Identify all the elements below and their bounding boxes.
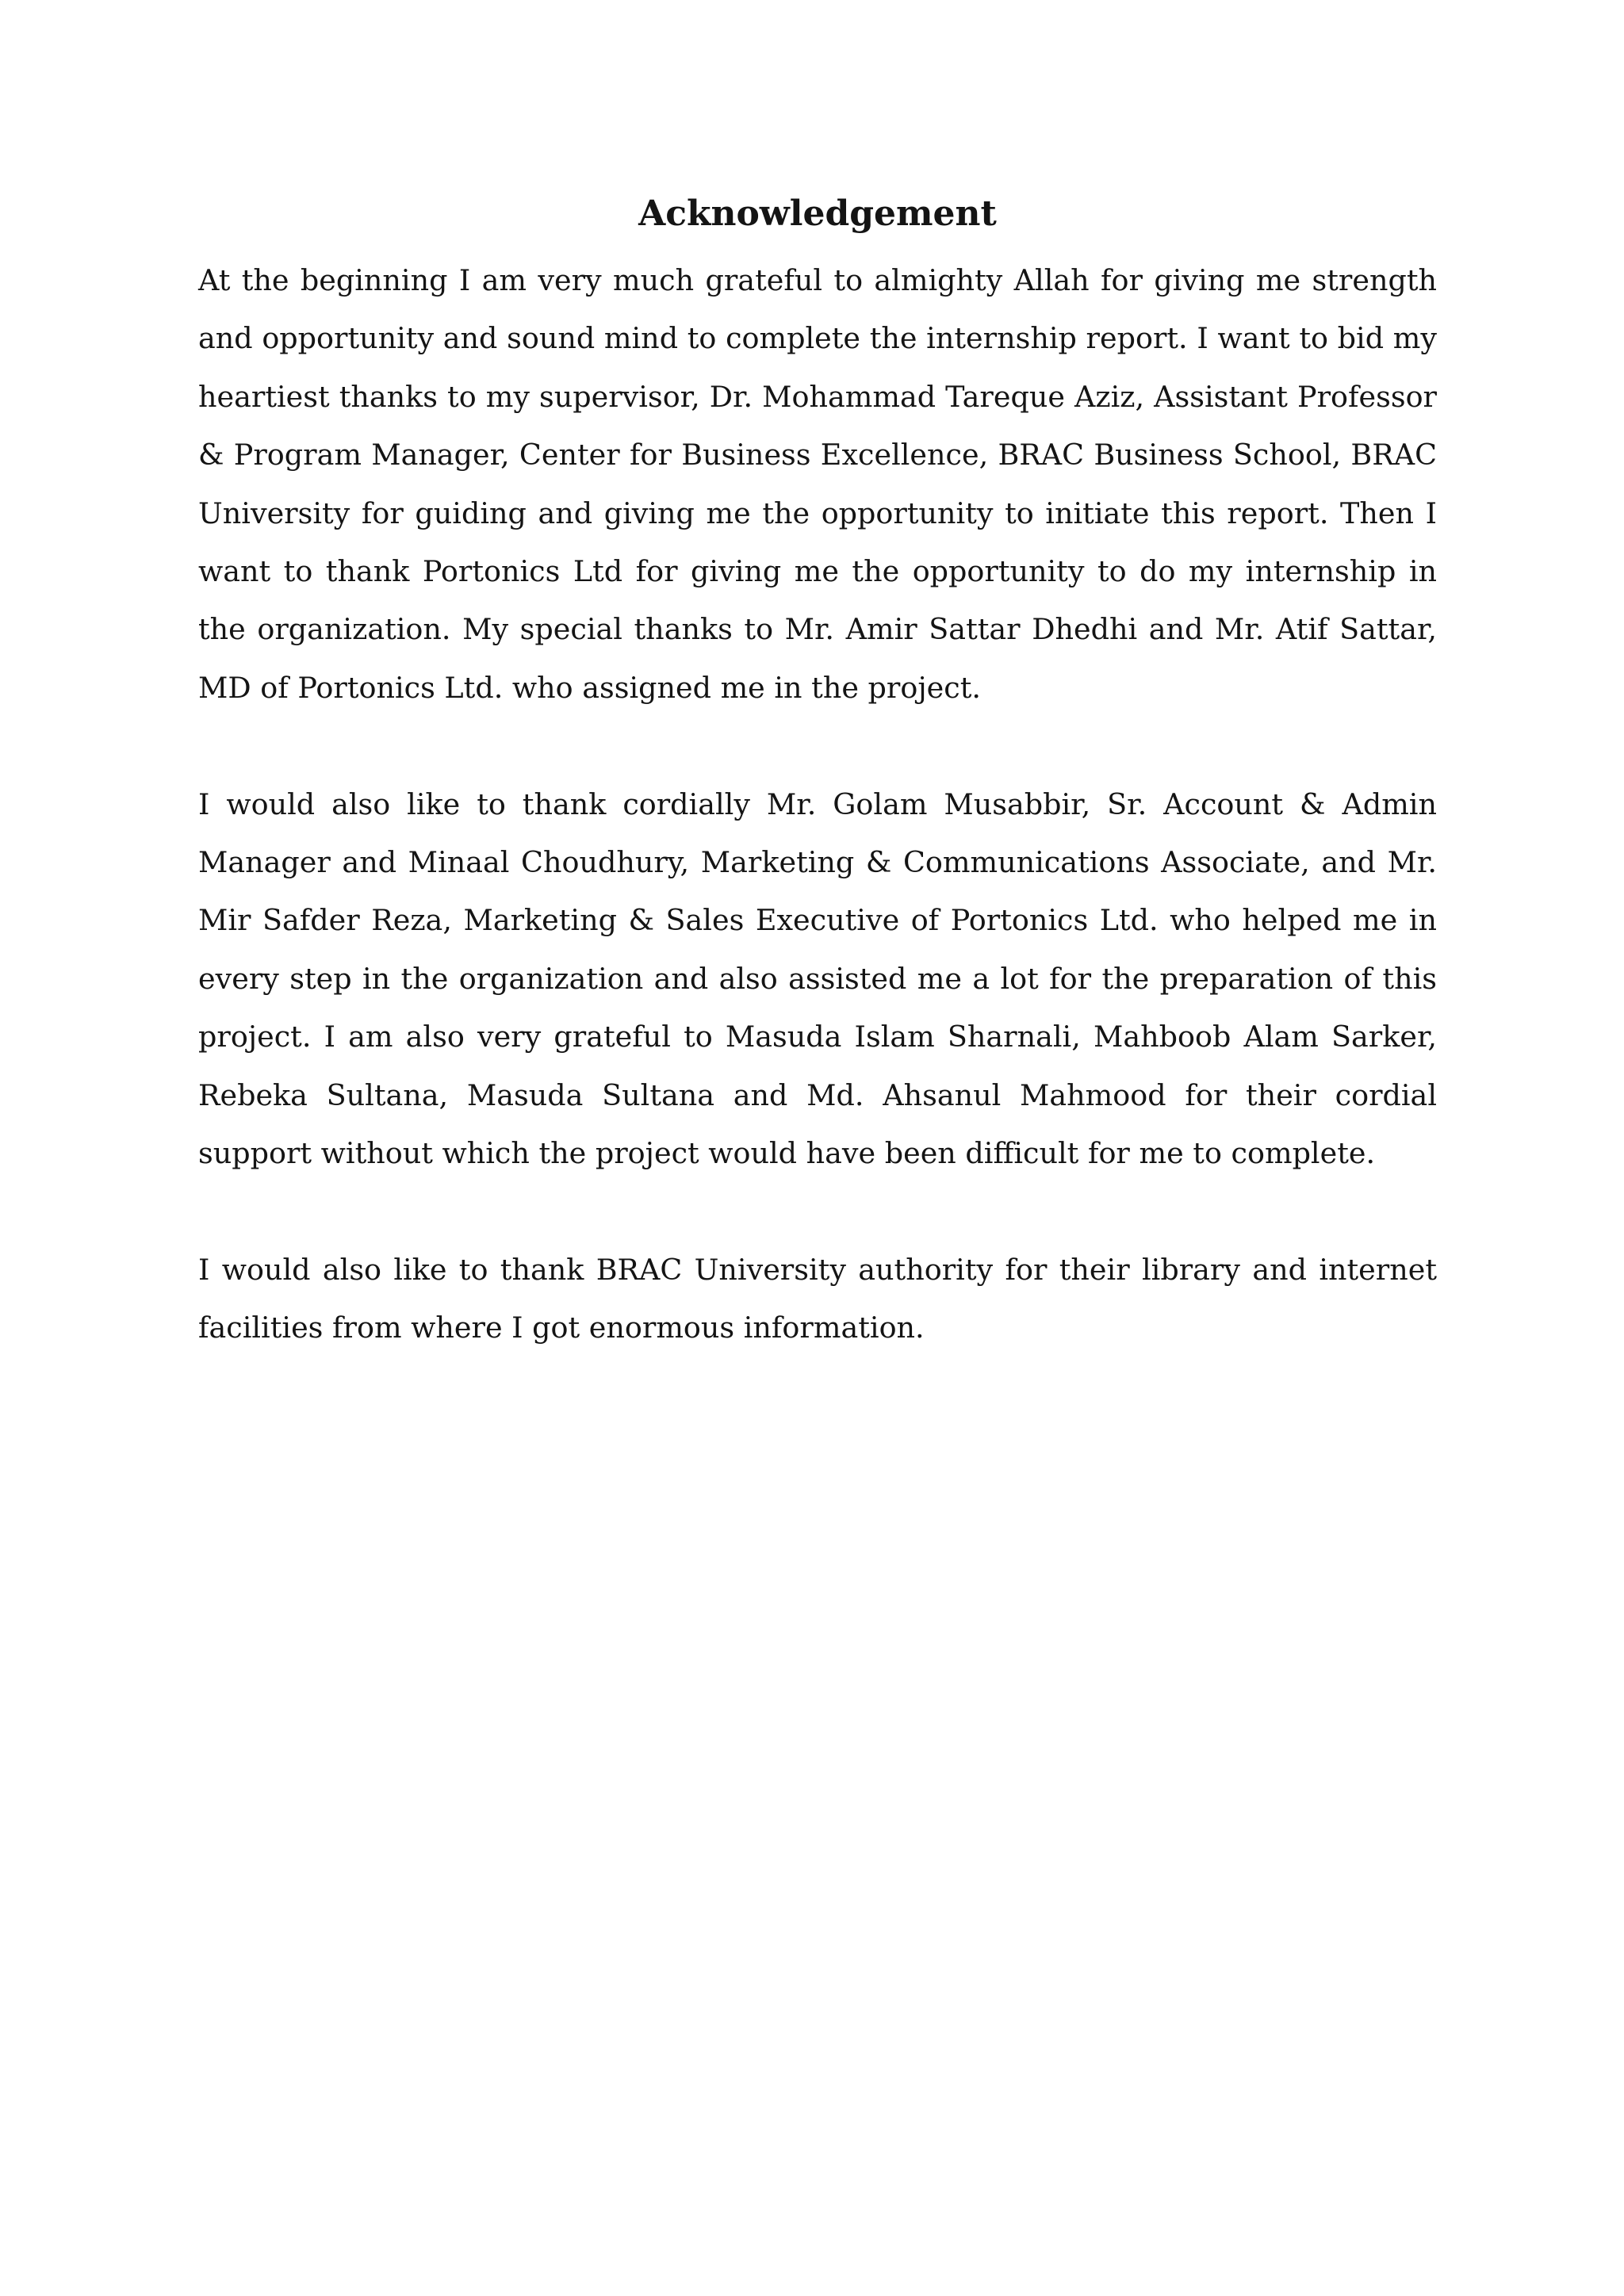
paragraph-thanks-university: I would also like to thank BRAC University authority for their library and internet facilities from where I got enormous information. — [198, 1252, 1437, 1345]
paragraph-thanks-staff: I would also like to thank cordially Mr. Golam Musabbir, Sr. Account & Admin Manager and Minaal Choudhury, Marketing & Communications Associate, and Mr. Mir Safder Reza, Marketing & Sales Executive of Portonics Ltd. who helped me in every step in the organization and also assisted me a lot for the preparation of this project. I am also very grateful to Masuda Islam Sharnali, Mahboob Alam Sarker, Rebeka Sultana, Masuda Sultana and Md. Ahsanul Mahmood for their cordial support without which the project would have been difficult for me to complete. — [198, 786, 1437, 1171]
paragraph-intro: At the beginning I am very much grateful to almighty Allah for giving me strength and opportunity and sound mind to complete the internship report. I want to bid my heartiest thanks to my supervisor, Dr. Mohammad Tareque Aziz, Assistant Professor & Program Manager, Center for Business Excellence, BRAC Business School, BRAC University for guiding and giving me the opportunity to initiate this report. Then I want to thank Portonics Ltd for giving me the opportunity to do my internship in the organization. My special thanks to Mr. Amir Sattar Dhedhi and Mr. Atif Sattar, MD of Portonics Ltd. who assigned me in the project. — [198, 263, 1437, 705]
page-title: Acknowledgement — [638, 193, 997, 234]
document-page — [198, 186, 1437, 1415]
